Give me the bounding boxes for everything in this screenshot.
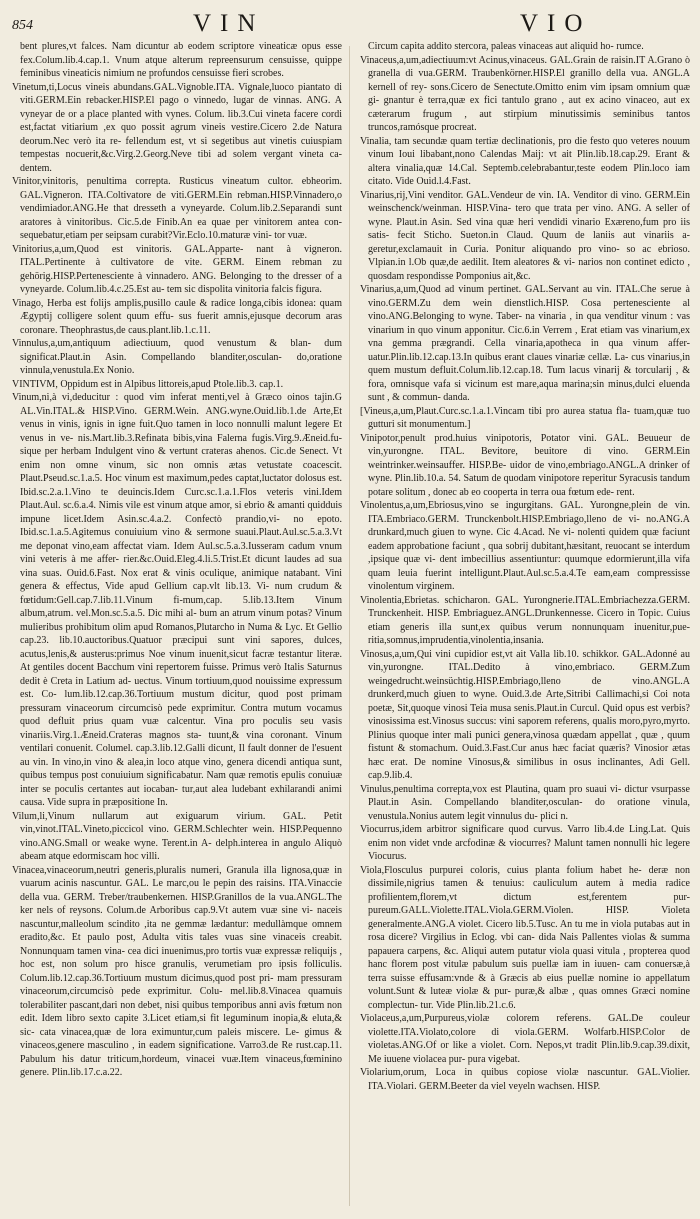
entry-paragraph: Vinum,ni,à vi,deducitur : quod vim inferat menti,vel à Græco oinos tajin.G AL.Vin.ITAL.& HISP.Vino. GERM.Wein. ANG.wyne.Ouid.lib.1.de Arte,Et venus in vinis, ignis in igne fuit.Quo tamen in loco nonnulli malunt legere Et venus in ve- nis.Mart.lib.3.Refinata bibis,vina Falerna fugis.Virg.9.Æneid.fu- sique per herbam Indulgent vino & vertunt crateras ahenos. Cic.de Senect. Vt enim non omne vinum, sic non omnis ætas vetustate coacescit. Plaut.Pseud.sc.1.a.5. Hoc vinum est maximum,pedes captat,luctator dolosus est. Ibid.sc.2.a.1.Vino te deuincis.Idem Curc.sc.1.a.1.Flos veteris vini.Idem Plaut.Aul. sc.6.a.4. Nimis vile est vinum atque amor, si ebrio & amanti quidduis impune licet.Idem Asin.sc.4.a.2. Confectò prandio,vi- no epoto. Ibid.sc.1.a.5.Agitemus conuiuium vino & sermone suaui.Plaut.Aul.sc.5.a.3.Vt me deponat vino,eam affectat viam. Idem Aul.sc.5.a.3.Iusseram cadum vnum vini veteris à me affer- rier.&c.Ouid.Eleg.4.li.5.Trist.Et dicunt laudes ad sua vina suas. Ouid.6.Fast. Nox erat & vinis oculique, animique natabant. Vini genera & effectus, Vide apud Gellium cap.vlt lib.13. Vi- num crudum & fœtidum:Gell.cap.7.lib.11.Vinum fi-mum,cap. 5.lib.13.Item Vinum album,atrum. vel.Mon.sc.5.a.5. Dic mihi al- bum an atrum vinum potas? Vinum mulieribus prohibitum olim apud Romanos,Plutarcho in Numa & Lyc. Et Gellio cap.23. lib.10.auctoribus.Quatuor præcipui sunt vini sapores, dulces, acutus,lenis,& austerus:primus Noe vinum inuenit,sicut facræ testantur literæ. At gentiles docent Bacchum vini repertorem fuisse. Primus verò Italis Saturnus dedit è Creta in Latium ad- uectus. Vinum tortiuum,quod nouissime expressum est. Co- lum.lib.12.cap.36.Tortiuum mustum dicitur, quod post primam pressuram vinaceorum circumcisò pede exprimitur. Contra mutum vocamus quod defluit prius quam vuæ calcentur. Vina pro poculis seu vasis vinariis.Virg.1.Æneid.Crateras magnos sta- tuunt,& vina coronant. Vinum ventilari conuenit. Columel. cap.3.lib.12.Galli dicunt, Il fault donner de l'esuent au vin. In vino,in vino & alea,in loco atque vino, genera dicendi antiqua sunt, quibus tempus post conuiuium significabatur. Nam quæ remotis epulis conuiuæ inter se poculis certantes aut iocaban- tur,aut alea ludebant exhilarandi animi causa. Vide supra in præpositione In. [12, 392, 342, 808]
running-head-left: VIN [193, 10, 265, 37]
entry-paragraph: Vilum,li,Vinum nullarum aut exiguarum virium. GAL. Petit vin,vinot.ITAL.Vineto,piccicol vino. GERM.Schlechter wein. HISP.Pequenno vino.ANG.Small or weake wyne. Terent.in A- delph.interea in angulo Aliquò abeam atque edormiscam hoc villi. [12, 810, 342, 862]
entry-paragraph: Vinolentus,a,um,Ebriosus,vino se ingurgitans. GAL. Yurongne,plein de vin. ITA.Embriaco.GERM. Trunckenbolt.HISP.Embriago,lleno de vi- no.ANG.A drunkard,much giuen to wyne. Cic 4.Acad. Ne vi- nolenti quidem quæ faciunt eadem approbatione faciunt , qua sobrij dubitant,hæsitant, reuocant se interdum ,ipsique quæ vi- dent imbecillius assentiuntur: quumque edormierunt,illa vifa quam leuia fuerint intelligunt.Plaut.Aul.sc.5.a.4.Te eam,eam compressisse vinolentum virginem. [360, 500, 690, 592]
entry-paragraph: [Vineus,a,um,Plaut.Curc.sc.1.a.1.Vincam tibi pro aurea statua fla- tuam,quæ tuo gutturi sit monumentum.] [360, 405, 690, 430]
entry-paragraph: VINTIVM, Oppidum est in Alpibus littoreis,apud Ptole.lib.3. cap.1. [12, 378, 284, 390]
entry-paragraph: Vinipotor,penult prod.huius vinipotoris, Potator vini. GAL. Beuueur de vin,yurongne. ITAL. Bevitore, beuitore di vino. GERM.Ein weintrinker.weinsauffer. HISP.Be- uidor de vino,embriago.ANGL.A drinker of wyne. Plin.lib.10.a. 54. Satum de quodam vinipotore reperitur Syracusis tandum potare solitum , donec ab eo cooperta in terra oua fœtum ede- rent. [360, 432, 690, 498]
entry-paragraph: Vinitorius,a,um,Quod est vinitoris. GAL.Apparte- nant à vigneron. ITAL.Pertinente à cultivatore de vite. GERM. Einem rebman zu gehörig.HISP.Pertenesciente à vinnadero. ANG. Belonging to the dresser of a vyneyarde. Colum.lib.4.c.25.Est au- tem sic dispolita vinitoria falcis figura. [12, 243, 342, 295]
column-divider [349, 46, 350, 1206]
running-head-right: VIO [520, 10, 592, 37]
entry-paragraph: Vinosus,a,um,Qui vini cupidior est,vt ait Valla lib.10. schikkor. GAL.Adonné au vin,yurongne. ITAL.Dedito à vino,embriaco. GERM.Zum weingedrucht.weinsüchtig.HISP.Embriago,lleno de vino.ANGL.A drunkerd,much giuen to wyne. Ouid.3.de Arte,Sitribi Callimachi,si Coi nota poetæ, Sit,quoque vinosi Teia musa senis.Plaut.in Curcul. Quid opus est verbis?vinosissima est.Vinosus succus: vini saporem referens, qualis moro,pyro,myrto. Plinius quoque inter mali punici genera,vinosa quædam appellat , quæ , quum fistunt & stomachum. Ouid.3.Fast.Cur anus hæc faciat quæris? Vinosior ætas hæc erat. De nomine Vinosus,& similibus in osus inclinantes, Adi Gell. cap.9.lib.4. [360, 648, 690, 781]
page-header [8, 8, 690, 40]
entry-paragraph: Vinolentia,Ebrietas. schicharon. GAL. Yurongnerie.ITAL.Embriachezza.GERM. Trunckenheit. HISP. Embriaguez.ANGL.Drunkennesse. Cicero in Topic. Cuius etiam generis illa sunt,ex quibus verum nonnunquam inuenitur,pue- ritia,somnus,imprudentia,vinolentia,insania. [360, 594, 690, 646]
entry-paragraph: Vinarius,a,um,Quod ad vinum pertinet. GAL.Servant au vin. ITAL.Che serue à vino.GERM.Zu dem wein dienstlich.HISP. Cosa pertenesciente al vino.ANG.Belonging to wyne. Taber- na vinaria , in qua venditur vinum : vas vinarium in quo vinum apponitur. Cic.6.in Verrem , Erat etiam vas vinarium,ex vna gemma prægrandi. Cella vinaria,apotheca in qua vinum affer- uatur.Plin.lib.12.cap.13.In quibus erant claues vinariæ cellæ. La- cus vinarius,in quem mustum defluit.Colum.lib.12.cap.18. Tum lacus vinarij & torcularij , & fora, omnisque vafa si vicinum est mare,aqua marina;sin minus,dulci eluenda sunt , & commun- danda. [360, 284, 690, 403]
entry-paragraph: Vinarius,rij,Vini venditor. GAL.Vendeur de vin. IA. Venditor di vino. GERM.Ein weinschenck/weinman. HISP.Vina- tero que trata per vino. ANG. A seller of wyne. Plaut.in Asin. Sed vina quæ heri vendidi vinario Exæreno,fum pro iis satis- fecit Sticho. Sueton.in Claud. Quum de laniis aut vinariis a- geretur,exclamauit in Curia. Ponitur aliquando pro vino- so ac ebrioso. Vlpian.in l.Ob quæ,de aedilit. Item aleatores & vi- narios non continet edicto , quosdam respondisse Pomponius ait,&c. [360, 189, 690, 282]
entry-paragraph: Vinulus,penultima correpta,vox est Plautina, quam pro suaui vi- dictur vsurpasse Plaut.in Asin. Compellando blanditer,osculan- do oratione vinula, venustula.Nonius autem legit vinnulus du- plici n. [360, 783, 690, 822]
entry-paragraph: Vinaceus,a,um,adiectiuum:vt Acinus,vinaceus. GAL.Grain de raisin.IT A.Grano ò granella di vua.GERM. Traubenkörner.HISP.El granillo della vua. ANGL.A kernell of rey- sons.Cicero de Senectute.Omitto enim vim ipsam omnium quæ gi- gnantur è terra,quæ ex fici tantulo grano , aut ex acino vinaceo, aut ex cæterarum frugum , aut stirpium minutissimis seminibus tantos truncos,ramósque procreat. [360, 54, 690, 133]
right-column [360, 40, 690, 1210]
entry-paragraph: Viola,Flosculus purpurei coloris, cuius planta folium habet he- deræ non dissimile,nigrius tamen & tenuius: cauliculum autem à media radice profilientem,florem,vt dictum est,ferentem pur- pureum.GALL.Violette.ITAL.Viola.GERM.Violen. HISP. Violeta generalmente.ANG.A violet. Cicero lib.5.Tusc. An tu me in viola putabas aut in rosa dicere? Virgilius in Eclog. vbi can- dida Nais Pallentes violas & summa papauera carpens, &c. Aliqui autem putatur viola quasi vitula , propterea quod hanc florem post vitulæ pabulum suis puellæ iam in iuuen- cam conuersæ,à terra suisse effusam:vnde & à Græcis ab eius puellæ nomine io appellatum volunt.Sunt & luteæ violæ & pur- puræ,& albæ , quas omnes Græci nomine complectun- tur. Vide Plin.lib.21.c.6. [360, 864, 690, 1011]
entry-paragraph: Vinnulus,a,um,antiquum adiectiuum, quod venustum & blan- dum significat.Plaut.in Asin. Compellando blanditer,osculan- do,oratione vinnula,venustula.Ex Nonio. [12, 338, 342, 376]
entry-paragraph: Vinetum,ti,Locus vineis abundans.GAL.Vignoble.ITA. Vignale,luoco piantato di viti.GERM.Ein rebacker.HISP.El pago o vinnedo, lugar de vinnas. ANG. A vyneyar de or a place planted with vynes. Colum. lib.3.Cui vineta facere cordi est,factat vitiarium ,ex quo possit agrum vineis vestire.Cicero 2.de Natura deorum.Nec verò ita re- fellendum est, vt si segetibus aut vinetis cuiuspiam tempestas nocuerit,&c.Virg.2.Georg.Neve tibi ad solem vergant vineta ca- dentem. [12, 81, 342, 174]
entry-paragraph: Vinitor,vinitoris, penultima correpta. Rusticus vineatum cultor. ebheorim. GAL.Vigneron. ITA.Coltivatore de viti.GERM.Ein rebman.HISP.Vinnadero,o vendimiador.ANG.He that dresseth a vyneyarde. Colum.lib.2.Separandi sunt aratores à vinitoribus. Cic.5.de Finib.An ea quae per vinitorem antea con- sequebatur,etiam per seipsam curabit?Vir.Eclo.10.maturæ vini- tor vuæ. [12, 176, 342, 241]
left-column [12, 40, 342, 1210]
entry-paragraph: Vinalia, tam secundæ quam tertiæ declinationis, pro die festo quo veteres nouum vinum Ioui libabant,nono Calendas Maij: vt ait Plin.lib.18.cap.29. Erant & altera vinalia,quæ 14.Cal. Septemb.celebrabantur,teste eodem Plin.loco iam citato. Vide Ouid.l.4.Fast. [360, 135, 690, 187]
entry-paragraph: bent plures,vt falces. Nam dicuntur ab eodem scriptore vineaticæ opus esse fex.Colum.lib.4.cap.1. Vnum atque alterum repreensurum censuisse, quippe feminibus vineaticis nimium ne profundos censuisse fieri scrobes. [20, 41, 342, 79]
entry-paragraph: Violarium,orum, Loca in quibus copiose violæ nascuntur. GAL.Violier. ITA.Violari. GERM.Beeter da viel veyeln wachsen. HISP. [360, 1067, 690, 1092]
entry-paragraph: Circum capita addito stercora, paleas vinaceas aut aliquid ho- rumce. [368, 41, 644, 52]
entry-paragraph: Viocurrus,idem arbitror significare quod curvus. Varro lib.4.de Ling.Lat. Quis enim non videt vnde arcfodinæ & viocurres? Malunt tamen nonnulli hic legere Viocurus. [360, 824, 690, 862]
entry-paragraph: Vinago, Herba est folijs amplis,pusillo caule & radice longa,cibis idonea: quam Ægyptij colligere solent quum effu- sus fuerit amnis,ejusque decorum aras coronare. Theophrastus,de caus.plant.lib.1.c.11. [12, 297, 342, 336]
entry-paragraph: Vinacea,vinaceorum,neutri generis,pluralis numeri, Granula illa lignosa,quæ in vuarum acinis nascuntur. GAL. Le marc,ou le pepin des raisins. ITA.Vinaccie della vua. GERM. Treber/traubenkernen. HISP.Granillos de la vua.ANGL.The ker nels of reysons. Colum.de Arboribus cap.9.Vt autem vuæ sine vi- naceis nascuntur,malleolum scindito ,ita ne gemmæ lædantur: medullàmque omnem eradito,&c. Et paulo post, Adulta vitis tales vuas sine vinaceis creabit. Nonnunquam tamen vina- cea dici inuenimus,pro tortis vuæ expressæ reliquijs , hoc est, non solum pro hisce granulis, verumetiam pro ipsis folliculis. Colum.lib.12.cap.36.Tortiuum mustum dicimus,quod post pri- mam pressuram vinaceorum,circumcisò pede exprimitur. Colu- mel.lib.8.Vinacea quamuis tolerabiliter pascant,dari non debet, nisi quibus temporibus anni avis fœtum non edit. Idem libro sexto capite 3.Licet etiam,si fit leguminum inopia,& eluta,& sic- cata vinacea,quæ de lora eximuntur,cum paleis miscere. Le- gimus & vinaceos,genere masculino , in eadem significatione. Varro3.de Re rust.cap.11. Pabulum his datur triticum,hordeum, vinacei vuæ.Item vinaceus,fœminino genere. Plin.lib.17.c.a.22. [12, 864, 342, 1078]
page-number: 854 [12, 18, 33, 33]
entry-paragraph: Violaceus,a,um,Purpureus,violæ colorem referens. GAL.De couleur violette.ITA.Violato,colore di viola.GERM. Wolfarb.HISP.Color de violetas.ANG.Of or like a violet. Corn. Nepos,vt tradit Plin.lib.9.cap.39.dixit, Me iuuene violacea pur- pura vigebat. [360, 1013, 690, 1065]
